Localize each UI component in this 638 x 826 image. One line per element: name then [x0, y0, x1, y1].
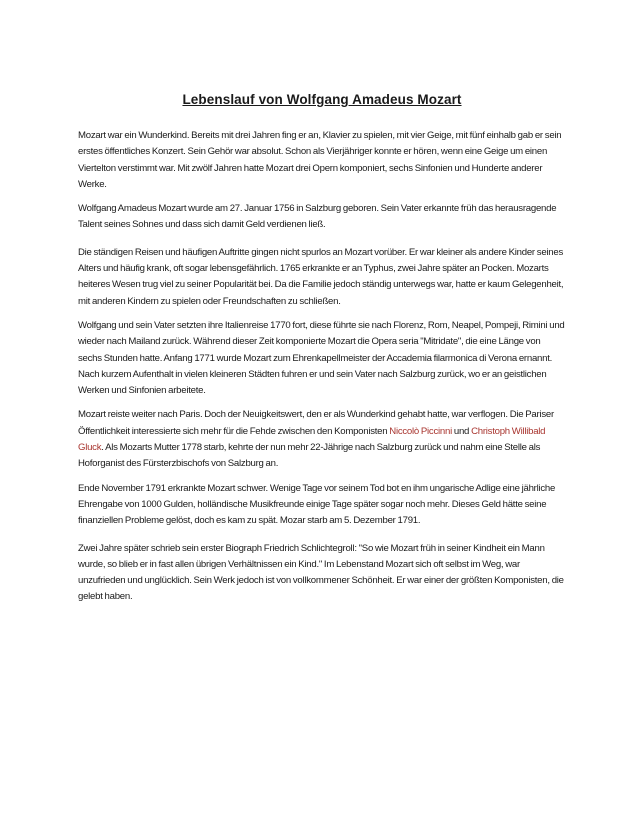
- paragraph-death: Ende November 1791 erkrankte Mozart schwer. Wenige Tage vor seinem Tod bot en ihm ungarische Adlige eine jährliche Ehrengabe von 1000 Gulden, holländische Musikfreunde einige Tage später sogar noch mehr. Dieses Geld hätte seine finanziellen Probleme gelöst, doch es kam zu spät. Mozar starb am 5. Dezember 1791.: [78, 482, 556, 527]
- paris-text-before: Mozart reiste weiter nach Paris. Doch der Neuigkeitswert, den er als Wunderkind gehabt hatte, war verflogen. Die Pariser Öffentlichkeit interessierte sich mehr für die Fehde zwischen den Komponisten: [78, 409, 554, 437]
- paragraph-paris: [78, 407, 566, 472]
- paragraph-legacy: Zwei Jahre später schrieb sein erster Biograph Friedrich Schlichtegroll: "So wie Mozart früh in seiner Kindheit ein Mann wurde, so blieb er in fast allen übrigen Verhältnissen ein Kind." Im Lebenstand Mozart sich oft selbst im Weg, war unzufrieden und unglücklich. Sein Werk jedoch ist von vollkommener Schönheit. Er war einer der größten Komponisten, die gelebt haben.: [78, 542, 564, 603]
- paragraph-italy: Wolfgang und sein Vater setzten ihre Italienreise 1770 fort, diese führte sie nach Florenz, Rom, Neapel, Pompeji, Rimini und wieder nach Mailand zurück. Während dieser Zeit komponierte Mozart die Opera seria "Mitridate", die eine Länge von sechs Stunden hatte. Anfang 1771 wurde Mozart zum Ehrenkapellmeister der Accademia filarmonica di Verona ernannt. Nach kurzem Aufenthalt in vielen kleineren Städten fuhren er und sein Vater nach Salzburg zurück, wo er an geistlichen Werken und Sinfonien arbeitete.: [78, 319, 565, 397]
- link-niccolo-piccinni[interactable]: Niccolò Piccinni: [389, 425, 452, 437]
- paragraph-wunderkind: Mozart war ein Wunderkind. Bereits mit drei Jahren fing er an, Klavier zu spielen, mit vier Geige, mit fünf einhalb gab er sein erstes öffentliches Konzert. Sein Gehör war absolut. Schon als Vierjähriger konnte er hören, wenn eine Geige um einen Viertelton verstimmt war. Mit zwölf Jahren hatte Mozart drei Opern komponiert, sechs Sinfonien und Hunderte anderer Werke.: [78, 130, 562, 190]
- link-christoph-willibald-gluck[interactable]: Christoph Willibald Gluck: [78, 425, 546, 454]
- document-title: Lebenslauf von Wolfgang Amadeus Mozart: [182, 92, 462, 107]
- document-body: [78, 128, 566, 614]
- paragraph-travels: Die ständigen Reisen und häufigen Auftritte gingen nicht spurlos an Mozart vorüber. Er war kleiner als andere Kinder seines Alters und häufig krank, oft sogar lebensgefährlich. 1765 erkrankte er an Typhus, zwei Jahre später an Pocken. Mozarts heiteres Wesen trug viel zu seiner Popularität bei. Da die Familie jedoch ständig unterwegs war, hatte er kaum Gelegenheit, mit anderen Kindern zu spielen oder Freundschaften zu schließen.: [78, 246, 564, 307]
- paragraph-birth: Wolfgang Amadeus Mozart wurde am 27. Januar 1756 in Salzburg geboren. Sein Vater erkannte früh das herausragende Talent seines Sohnes und dass sich damit Geld verdienen ließ.: [78, 203, 557, 231]
- paris-text-middle: und: [451, 425, 472, 437]
- paris-text-after: . Als Mozarts Mutter 1778 starb, kehrte der nun mehr 22-Jährige nach Salzburg zurück und nahm eine Stelle als Hoforganist des Fürsterzbischofs von Salzburg an.: [78, 442, 541, 470]
